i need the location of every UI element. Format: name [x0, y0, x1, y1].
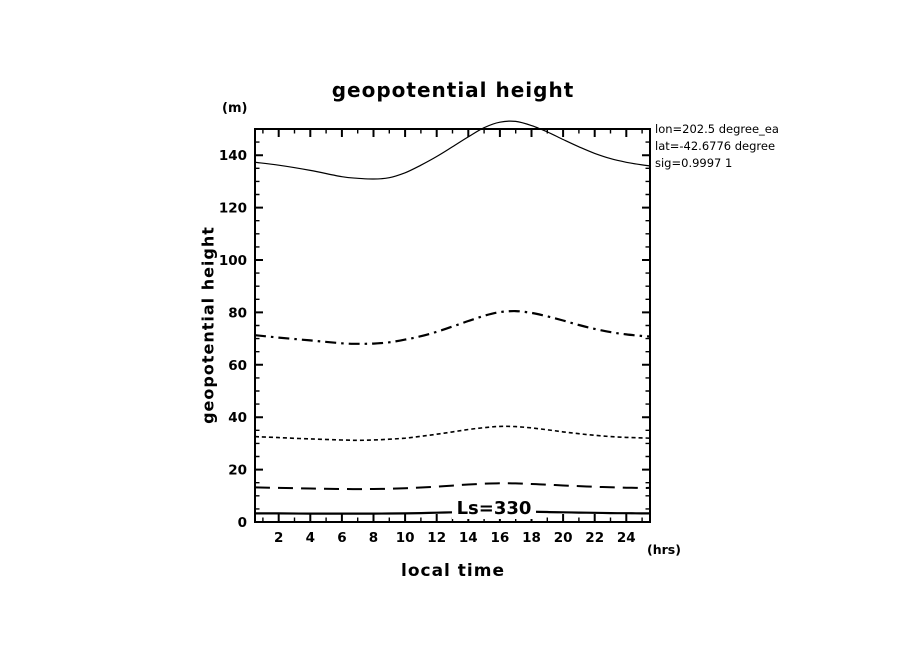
- y-tick-label-100: 100: [218, 253, 247, 269]
- y-tick-label-120: 120: [218, 200, 247, 217]
- series-2-dash-dot: [255, 311, 650, 344]
- x-tick-label-20: 20: [553, 530, 573, 546]
- y-tick-label-20: 20: [228, 462, 247, 479]
- info-line-sig: sig=0.9997 1: [655, 156, 733, 170]
- coordinate-info-block: [655, 121, 795, 172]
- info-line-lon: lon=202.5 degree_ea: [655, 122, 779, 136]
- x-tick-label-6: 6: [337, 530, 347, 546]
- y-tick-label-80: 80: [228, 305, 247, 322]
- x-tick-label-2: 2: [273, 530, 284, 546]
- x-tick-label-10: 10: [395, 530, 415, 546]
- x-axis-unit-label: (hrs): [647, 542, 681, 557]
- axes-frame: [255, 129, 650, 522]
- info-line-lat: lat=-42.6776 degree: [655, 139, 776, 153]
- minor-ticks: [255, 129, 650, 522]
- x-tick-label-16: 16: [490, 530, 510, 546]
- x-tick-label-22: 22: [585, 530, 605, 546]
- x-tick-label-24: 24: [616, 530, 636, 546]
- x-tick-label-18: 18: [522, 530, 541, 546]
- y-axis-title: geopotential height: [198, 226, 218, 424]
- major-ticks: [255, 129, 650, 522]
- chart-title: geopotential height: [331, 78, 575, 102]
- x-tick-label-8: 8: [368, 530, 379, 546]
- series-3-short-dash: [255, 426, 650, 440]
- y-tick-label-0: 0: [237, 515, 247, 531]
- x-tick-label-14: 14: [458, 530, 478, 546]
- y-tick-label-60: 60: [228, 357, 247, 374]
- ls-annotation-label: Ls=330: [452, 498, 536, 519]
- series-4-long-dash: [255, 483, 650, 489]
- x-axis-title: local time: [401, 561, 505, 581]
- x-tick-label-12: 12: [427, 530, 447, 546]
- x-tick-label-4: 4: [305, 530, 316, 546]
- y-tick-label-140: 140: [218, 148, 247, 165]
- y-axis-unit-label: (m): [222, 101, 248, 116]
- y-tick-label-40: 40: [228, 410, 247, 427]
